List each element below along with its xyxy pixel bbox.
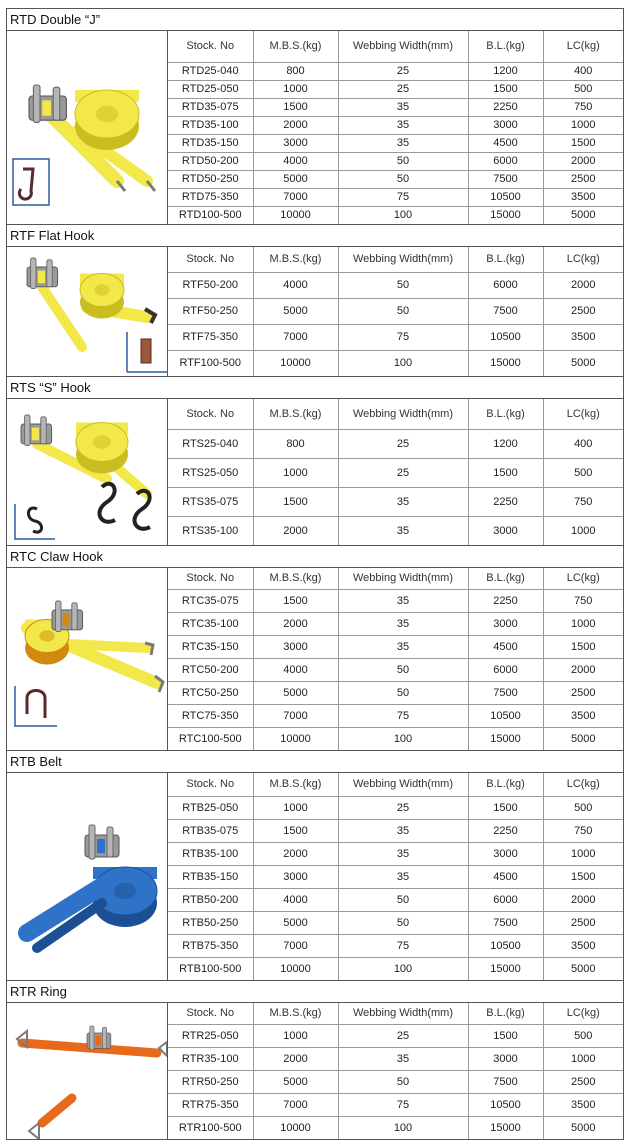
table-cell: 2250 — [468, 819, 543, 842]
table-cell: RTB35-150 — [168, 865, 253, 888]
table-cell: RTR50-250 — [168, 1070, 253, 1093]
table-cell: 35 — [338, 487, 468, 516]
table-cell: 50 — [338, 272, 468, 298]
ratchet-icon — [87, 1026, 111, 1050]
table-cell: 4500 — [468, 134, 543, 152]
table-row — [168, 458, 623, 487]
table-cell: 2000 — [253, 1047, 338, 1070]
table-cell: 3000 — [253, 134, 338, 152]
table-cell: 5000 — [571, 1121, 596, 1134]
table-cell: 750 — [543, 819, 623, 842]
ratchet-icon — [21, 415, 52, 446]
table-row — [168, 516, 623, 545]
product-section — [6, 545, 624, 750]
table-cell: 1500 — [253, 98, 338, 116]
table-cell: 10000 — [253, 727, 338, 750]
table-cell: 2000 — [253, 842, 338, 865]
table-cell: 3000 — [468, 1047, 543, 1070]
section-title: RTB Belt — [7, 751, 623, 773]
table-cell: 1500 — [543, 865, 623, 888]
table-cell: 10500 — [468, 324, 543, 350]
table-cell: 1200 — [468, 62, 543, 80]
column-header: LC(kg) — [543, 773, 623, 796]
table-cell: 3500 — [543, 704, 623, 727]
webbing-roll-icon — [80, 274, 124, 319]
webbing-roll-icon — [75, 90, 139, 150]
table-cell: 3000 — [468, 842, 543, 865]
table-cell: 5000 — [253, 911, 338, 934]
table-cell: RTS35-100 — [168, 516, 253, 545]
product-section — [6, 980, 624, 1140]
table-row — [168, 206, 623, 224]
table-cell: 2000 — [543, 888, 623, 911]
table-cell: 7500 — [468, 911, 543, 934]
table-cell: RTD35-075 — [168, 98, 253, 116]
table-cell: 7000 — [253, 934, 338, 957]
product-image — [7, 773, 168, 980]
table-row — [168, 957, 623, 980]
table-row — [168, 429, 623, 458]
column-header: M.B.S.(kg) — [253, 247, 338, 272]
table-cell: 15000 — [468, 727, 543, 750]
table-cell: 2250 — [468, 487, 543, 516]
table-cell: 25 — [338, 429, 468, 458]
table-row — [168, 612, 623, 635]
table-cell: 4000 — [253, 658, 338, 681]
table-cell: RTD25-040 — [168, 62, 253, 80]
table-cell: 5000 — [253, 298, 338, 324]
table-cell: 4000 — [253, 152, 338, 170]
column-header: LC(kg) — [543, 31, 623, 62]
table-cell: RTR75-350 — [168, 1093, 253, 1116]
table-cell: RTC35-075 — [168, 589, 253, 612]
table-cell: 500 — [543, 458, 623, 487]
table-cell: 25 — [338, 80, 468, 98]
table-cell: 3000 — [468, 116, 543, 134]
column-header: Stock. No — [168, 31, 253, 62]
ratchet-icon — [52, 601, 83, 632]
table-cell: 7500 — [468, 298, 543, 324]
table-cell: 2500 — [543, 681, 623, 704]
table-row — [168, 298, 623, 324]
table-cell: 100 — [338, 957, 468, 980]
table-cell: 35 — [338, 116, 468, 134]
column-header: Webbing Width(mm) — [338, 399, 468, 429]
table-row — [168, 152, 623, 170]
product-section — [6, 750, 624, 980]
table-cell: 2000 — [253, 516, 338, 545]
table-cell: 1000 — [571, 524, 596, 537]
table-cell: RTF50-200 — [168, 272, 253, 298]
table-cell: 800 — [253, 429, 338, 458]
table-cell: 75 — [338, 704, 468, 727]
table-cell: 1500 — [253, 819, 338, 842]
table-cell: 3500 — [543, 324, 623, 350]
table-cell: 1500 — [468, 80, 543, 98]
table-cell: RTC50-200 — [168, 658, 253, 681]
ratchet-icon — [27, 258, 58, 289]
table-cell: 5000 — [253, 170, 338, 188]
column-header: LC(kg) — [543, 399, 623, 429]
spec-table — [168, 1003, 623, 1139]
spec-table — [168, 568, 623, 750]
column-header: Webbing Width(mm) — [338, 568, 468, 589]
product-image — [7, 1003, 168, 1139]
table-cell: RTB100-500 — [168, 957, 253, 980]
ratchet-icon — [29, 85, 66, 122]
table-cell: 7500 — [468, 1070, 543, 1093]
column-header: M.B.S.(kg) — [253, 773, 338, 796]
table-row — [168, 170, 623, 188]
table-cell: 50 — [338, 911, 468, 934]
table-cell: 750 — [543, 589, 623, 612]
table-cell: 50 — [338, 298, 468, 324]
table-row — [168, 1070, 623, 1093]
table-cell: 2000 — [543, 272, 623, 298]
spec-table — [168, 31, 623, 224]
product-image — [7, 568, 168, 750]
table-cell: 4000 — [253, 272, 338, 298]
table-row — [168, 272, 623, 298]
flat-hook-icon — [127, 332, 167, 372]
table-cell: 15000 — [468, 206, 543, 224]
table-row — [168, 704, 623, 727]
table-cell: 2250 — [468, 98, 543, 116]
table-cell: 5000 — [571, 209, 596, 222]
table-cell: 500 — [543, 1024, 623, 1047]
table-cell: 35 — [338, 134, 468, 152]
section-title: RTF Flat Hook — [7, 225, 623, 247]
table-cell: 50 — [338, 1070, 468, 1093]
table-row — [168, 134, 623, 152]
table-cell: 35 — [338, 819, 468, 842]
table-row — [168, 188, 623, 206]
column-header: Stock. No — [168, 247, 253, 272]
table-cell: RTR35-100 — [168, 1047, 253, 1070]
table-header-row — [168, 773, 623, 796]
table-row — [168, 589, 623, 612]
claw-hook-icon — [15, 686, 57, 726]
table-cell: 2500 — [543, 170, 623, 188]
table-row — [168, 865, 623, 888]
table-cell: 1500 — [543, 635, 623, 658]
section-title: RTR Ring — [7, 981, 623, 1003]
table-cell: 10000 — [253, 1116, 338, 1139]
column-header: M.B.S.(kg) — [253, 1003, 338, 1024]
table-cell: 1000 — [253, 458, 338, 487]
product-image — [7, 247, 168, 376]
table-cell: 2250 — [468, 589, 543, 612]
table-row — [168, 934, 623, 957]
table-cell: 10500 — [468, 188, 543, 206]
table-row — [168, 1116, 623, 1139]
product-section — [6, 8, 624, 224]
table-row — [168, 842, 623, 865]
table-cell: 35 — [338, 589, 468, 612]
table-cell: 1000 — [543, 116, 623, 134]
table-cell: RTS25-050 — [168, 458, 253, 487]
table-cell: 2000 — [543, 658, 623, 681]
table-cell: 3000 — [468, 516, 543, 545]
table-cell: 2000 — [253, 116, 338, 134]
table-cell: 10500 — [468, 934, 543, 957]
table-cell: 4500 — [468, 865, 543, 888]
table-header-row — [168, 247, 623, 272]
catalog-tables — [6, 8, 624, 1140]
table-cell: 1000 — [253, 796, 338, 819]
table-cell: 10000 — [253, 350, 338, 376]
table-cell: 35 — [338, 842, 468, 865]
table-cell: 3000 — [253, 865, 338, 888]
table-cell: 100 — [338, 206, 468, 224]
table-row — [168, 80, 623, 98]
table-cell: 3000 — [468, 612, 543, 635]
column-header: M.B.S.(kg) — [253, 399, 338, 429]
column-header: B.L.(kg) — [468, 31, 543, 62]
table-row — [168, 487, 623, 516]
column-header: LC(kg) — [543, 247, 623, 272]
column-header: B.L.(kg) — [468, 399, 543, 429]
table-cell: 1200 — [468, 429, 543, 458]
table-cell: RTC75-350 — [168, 704, 253, 727]
table-cell: 15000 — [468, 957, 543, 980]
table-cell: RTB50-250 — [168, 911, 253, 934]
table-cell: 7500 — [468, 170, 543, 188]
table-cell: 1500 — [253, 589, 338, 612]
table-cell: 35 — [338, 98, 468, 116]
table-cell: 50 — [338, 681, 468, 704]
table-cell: 400 — [543, 429, 623, 458]
table-cell: RTC50-250 — [168, 681, 253, 704]
table-row — [168, 98, 623, 116]
table-cell: 15000 — [468, 350, 543, 376]
table-cell: RTB35-100 — [168, 842, 253, 865]
table-cell: 50 — [338, 170, 468, 188]
table-cell: 5000 — [253, 681, 338, 704]
table-cell: 25 — [338, 458, 468, 487]
table-cell: 3000 — [253, 635, 338, 658]
table-cell: RTF50-250 — [168, 298, 253, 324]
table-cell: 5000 — [571, 357, 596, 370]
table-row — [168, 116, 623, 134]
table-cell: 25 — [338, 796, 468, 819]
table-row — [168, 1093, 623, 1116]
table-cell: 2500 — [543, 911, 623, 934]
table-cell: 2500 — [543, 298, 623, 324]
table-row — [168, 350, 623, 376]
section-title: RTC Claw Hook — [7, 546, 623, 568]
column-header: LC(kg) — [543, 1003, 623, 1024]
spec-table — [168, 773, 623, 980]
ratchet-icon — [85, 825, 119, 859]
table-cell: RTB75-350 — [168, 934, 253, 957]
table-cell: 3500 — [543, 1093, 623, 1116]
table-cell: 10500 — [468, 1093, 543, 1116]
table-cell: 25 — [338, 1024, 468, 1047]
section-title: RTS “S” Hook — [7, 377, 623, 399]
table-cell: 4000 — [253, 888, 338, 911]
table-cell: RTC35-150 — [168, 635, 253, 658]
table-cell: 2000 — [253, 612, 338, 635]
table-cell: 6000 — [468, 658, 543, 681]
section-title: RTD Double “J” — [7, 9, 623, 31]
table-cell: 1000 — [543, 612, 623, 635]
table-cell: 7500 — [468, 681, 543, 704]
table-cell: 3500 — [543, 188, 623, 206]
column-header: B.L.(kg) — [468, 568, 543, 589]
table-cell: 7000 — [253, 1093, 338, 1116]
table-cell: 5000 — [571, 732, 596, 745]
table-cell: RTB35-075 — [168, 819, 253, 842]
table-cell: RTD75-350 — [168, 188, 253, 206]
column-header: Webbing Width(mm) — [338, 773, 468, 796]
table-row — [168, 324, 623, 350]
table-row — [168, 1047, 623, 1070]
product-image — [7, 399, 168, 545]
table-cell: 400 — [543, 62, 623, 80]
table-cell: 1000 — [543, 842, 623, 865]
table-cell: RTD25-050 — [168, 80, 253, 98]
table-row — [168, 727, 623, 750]
table-cell: 2500 — [543, 1070, 623, 1093]
webbing-roll-icon — [76, 423, 128, 474]
table-cell: RTD50-200 — [168, 152, 253, 170]
table-cell: 7000 — [253, 324, 338, 350]
table-cell: 1500 — [468, 796, 543, 819]
table-header-row — [168, 1003, 623, 1024]
product-section — [6, 224, 624, 376]
table-cell: 75 — [338, 1093, 468, 1116]
table-cell: 75 — [338, 188, 468, 206]
table-cell: 4500 — [468, 635, 543, 658]
table-row — [168, 888, 623, 911]
table-row — [168, 819, 623, 842]
table-cell: RTS25-040 — [168, 429, 253, 458]
table-cell: 3500 — [543, 934, 623, 957]
table-cell: 7000 — [253, 704, 338, 727]
table-header-row — [168, 399, 623, 429]
table-cell: 50 — [338, 658, 468, 681]
column-header: Stock. No — [168, 773, 253, 796]
table-cell: RTD35-100 — [168, 116, 253, 134]
table-cell: 10000 — [253, 206, 338, 224]
table-cell: 1500 — [468, 458, 543, 487]
column-header: Webbing Width(mm) — [338, 247, 468, 272]
product-image — [7, 31, 168, 224]
table-cell: 1500 — [543, 134, 623, 152]
table-cell: 6000 — [468, 272, 543, 298]
table-cell: 35 — [338, 1047, 468, 1070]
table-cell: 1500 — [468, 1024, 543, 1047]
table-cell: 75 — [338, 934, 468, 957]
table-cell: 7000 — [253, 188, 338, 206]
table-cell: 35 — [338, 865, 468, 888]
table-cell: RTB25-050 — [168, 796, 253, 819]
column-header: M.B.S.(kg) — [253, 568, 338, 589]
table-cell: 1000 — [543, 1047, 623, 1070]
table-cell: 750 — [543, 487, 623, 516]
table-cell: RTD100-500 — [168, 206, 253, 224]
table-cell: 500 — [543, 80, 623, 98]
table-row — [168, 62, 623, 80]
table-row — [168, 681, 623, 704]
table-cell: RTS35-075 — [168, 487, 253, 516]
column-header: B.L.(kg) — [468, 247, 543, 272]
table-cell: RTD35-150 — [168, 134, 253, 152]
table-cell: RTF100-500 — [168, 350, 253, 376]
spec-table — [168, 247, 623, 376]
table-row — [168, 911, 623, 934]
table-cell: 5000 — [253, 1070, 338, 1093]
column-header: B.L.(kg) — [468, 1003, 543, 1024]
table-cell: 10000 — [253, 957, 338, 980]
column-header: Webbing Width(mm) — [338, 31, 468, 62]
table-cell: 6000 — [468, 152, 543, 170]
table-cell: 10500 — [468, 704, 543, 727]
table-cell: 2000 — [543, 152, 623, 170]
table-row — [168, 658, 623, 681]
table-cell: RTF75-350 — [168, 324, 253, 350]
table-cell: 35 — [338, 635, 468, 658]
table-row — [168, 796, 623, 819]
table-cell: 50 — [338, 888, 468, 911]
table-cell: 5000 — [571, 962, 596, 975]
table-row — [168, 635, 623, 658]
table-header-row — [168, 568, 623, 589]
table-cell: 500 — [543, 796, 623, 819]
table-cell: RTB50-200 — [168, 888, 253, 911]
table-cell: 25 — [338, 62, 468, 80]
table-cell: 6000 — [468, 888, 543, 911]
product-section — [6, 376, 624, 545]
table-cell: 100 — [338, 1116, 468, 1139]
table-cell: 1500 — [253, 487, 338, 516]
table-cell: RTC35-100 — [168, 612, 253, 635]
table-header-row — [168, 31, 623, 62]
column-header: B.L.(kg) — [468, 773, 543, 796]
column-header: Stock. No — [168, 399, 253, 429]
table-cell: 35 — [338, 612, 468, 635]
table-cell: RTR25-050 — [168, 1024, 253, 1047]
column-header: Stock. No — [168, 1003, 253, 1024]
s-hook-icon — [15, 504, 55, 539]
table-cell: 50 — [338, 152, 468, 170]
column-header: LC(kg) — [543, 568, 623, 589]
j-hook-icon — [13, 159, 49, 205]
column-header: Stock. No — [168, 568, 253, 589]
table-row — [168, 1024, 623, 1047]
table-cell: RTR100-500 — [168, 1116, 253, 1139]
table-cell: 1000 — [253, 80, 338, 98]
table-cell: 800 — [253, 62, 338, 80]
table-cell: 15000 — [468, 1116, 543, 1139]
column-header: M.B.S.(kg) — [253, 31, 338, 62]
table-cell: RTC100-500 — [168, 727, 253, 750]
table-cell: 750 — [543, 98, 623, 116]
table-cell: 35 — [338, 516, 468, 545]
spec-table — [168, 399, 623, 545]
table-cell: 1000 — [253, 1024, 338, 1047]
column-header: Webbing Width(mm) — [338, 1003, 468, 1024]
table-cell: 75 — [338, 324, 468, 350]
table-cell: 100 — [338, 727, 468, 750]
table-cell: 100 — [338, 350, 468, 376]
table-cell: RTD50-250 — [168, 170, 253, 188]
